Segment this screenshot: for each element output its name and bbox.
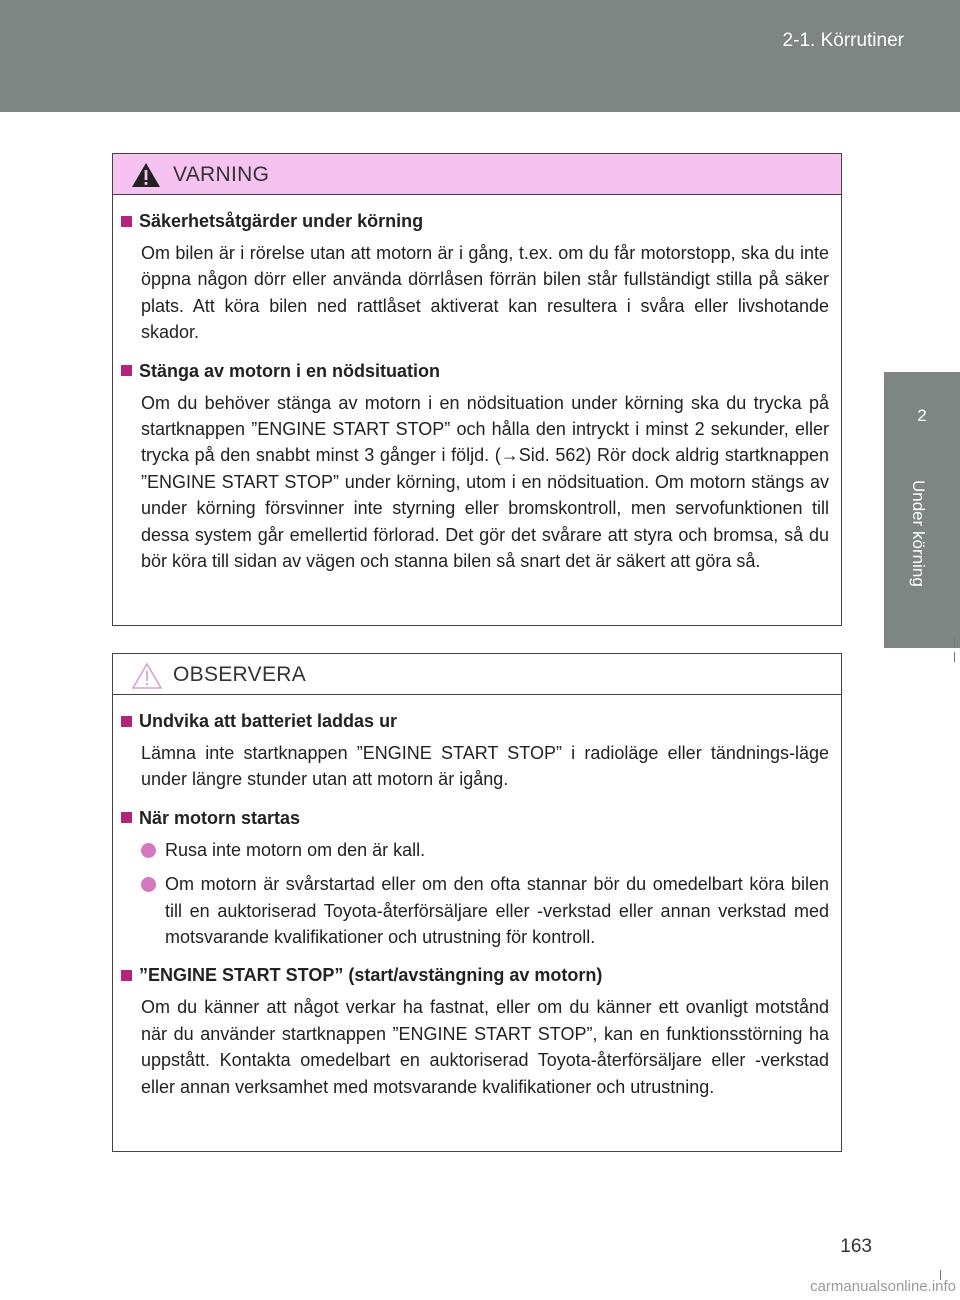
- section-title: Stänga av motorn i en nödsituation: [121, 360, 829, 382]
- page-number: 163: [840, 1236, 872, 1257]
- list-item: Rusa inte motorn om den är kall.: [141, 837, 829, 863]
- notice-body: [113, 695, 841, 1100]
- section-title: Säkerhetsåtgärder under körning: [121, 210, 829, 232]
- notice-box: [112, 653, 842, 1152]
- paragraph: Om bilen är i rörelse utan att motorn är i gång, t.ex. om du får motorstopp, ska du inte öppna någon dörr eller använda dörrlåsen förrän bilen står fullständigt stilla på säker plats. Att köra bilen ned rattlåset aktiverat kan resultera i svåra eller livshotande skador.: [141, 243, 829, 343]
- notice-header: [113, 654, 841, 695]
- section-title: Undvika att batteriet laddas ur: [121, 710, 829, 732]
- warning-header: [113, 154, 841, 195]
- list-item: Om motorn är svårstartad eller om den ofta stannar bör du omedelbart köra bilen till en auktoriserad Toyota-återförsäljare eller -verkstad eller annan verkstad med motsvarande kvalifikationer och utrustning för kontroll.: [141, 871, 829, 950]
- paragraph: Lämna inte startknappen ”ENGINE START STOP” i radioläge eller tändnings-läge under längre stunder utan att motorn är igång.: [141, 743, 829, 790]
- chapter-side-tab: [884, 372, 960, 648]
- notice-heading: OBSERVERA: [173, 663, 307, 686]
- chapter-number: 2: [917, 406, 927, 425]
- chapter-title: 2-1. Körrutiner: [782, 30, 904, 51]
- paragraph: Om du känner att något verkar ha fastnat, eller om du känner ett ovanligt motstånd när du använder startknappen ”ENGINE START STOP”, kan en funktionsstörning ha uppstått. Kontakta omedelbart en auktoriserad Toyota-återförsäljare eller -verkstad eller annan verksamhet med motsvarande kvalifikationer och utrustning.: [141, 997, 829, 1097]
- warning-heading: VARNING: [173, 163, 270, 186]
- caution-triangle-icon: [131, 662, 163, 690]
- paragraph: Om du behöver stänga av motorn i en nödsituation under körning ska du trycka på startknappen ”ENGINE START STOP” och hålla den intryckt i minst 2 sekunder, eller trycka på den snabbt minst 3 gånger i följd. (→Sid. 562) Rör dock aldrig startknappen ”ENGINE START STOP” under körning, utom i en nödsituation. Om motorn stängs av under körning försvinner inte styrning eller bromskontroll, men servofunktionen till dessa system går emellertid förlorad. Det gör det svårare att styra och bromsa, så du bör köra till sidan av vägen och stanna bilen så snart det är säkert att göra så.: [141, 392, 829, 572]
- warning-body: [113, 195, 841, 574]
- chapter-label: Under körning: [909, 480, 928, 587]
- warning-triangle-icon: [131, 162, 161, 188]
- crop-mark: [954, 652, 955, 662]
- section-title: ”ENGINE START STOP” (start/avstängning av motorn): [121, 964, 829, 986]
- watermark: carmanualsonline.info: [810, 1278, 956, 1295]
- section-title: När motorn startas: [121, 807, 829, 829]
- page-header: [0, 0, 960, 112]
- crop-mark: [954, 638, 955, 648]
- warning-box: [112, 153, 842, 626]
- square-bullet-icon: [121, 812, 132, 823]
- square-bullet-icon: [121, 365, 132, 376]
- square-bullet-icon: [121, 216, 132, 227]
- circle-bullet-icon: [141, 843, 156, 858]
- circle-bullet-icon: [141, 877, 156, 892]
- square-bullet-icon: [121, 970, 132, 981]
- square-bullet-icon: [121, 716, 132, 727]
